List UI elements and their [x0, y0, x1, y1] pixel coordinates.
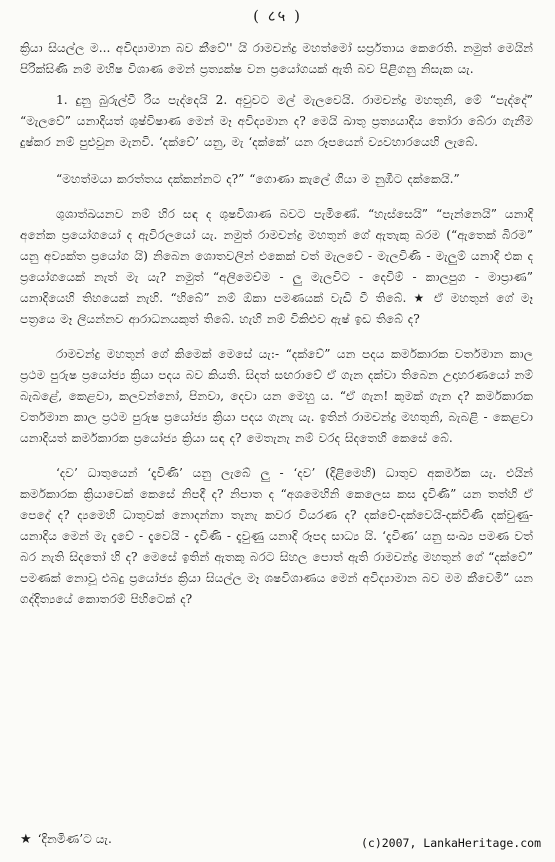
paragraph-6: ‘දව’ ධාතුයෙන් ‘දැවිණි’ යනු ලැබේ ලු - ‘දව’ (දිළිමෙහි) ධාතුව අකර්මක යැ. එයින් කර්මකාරක ක්‍රියාවෙක් කෙසේ නිපදී ද? නිපාත ද “අශමෙහිනි කෙලෙස කස දැවිණි” යන තත්හි ඒ පෙදේ ද? ද්‍යමෙහි ධාතුවක් නොදන්නා තැනැ කවර වියරණ ද? දක්වේ-දක්වෙයි-දක්විණි දක්වුණු-යනාදිය මෙන් මැ දැවේ - දැවෙයි - දැවිණි - දැවුණු යනාදි රූපද සාධ්‍ය යි. ‘දැවිණ’ යනු සංඛ්‍ය පමණ වත් බර නැති සිදතෝ හි ද? මෙසේ ඉතින් ඇතකු බරට සිහල පොත් ඇති රාමචන්ද්‍ර මහතුන් ගේ “දක්වේ” පමණක් නොවූ එබදු ප්‍රයෝජ්‍ය ක්‍රියා සියල්ල මෑ ශෂවිශාණය මෙන් අවිද්‍යාමාන බව මම කීවෙමි” යන ගද්දිත්‍යයේ කොතරම් පිහිටෙක් ද?	[20, 466, 533, 606]
paragraph-3-quote: “මහත්මයා කරත්තය දක්කන්නට ද?” “ගොණා කැලේ ගියා ම නුඹීට දක්කෙයි.”	[56, 172, 460, 186]
paragraph-1: ක්‍රියා සියල්ල ම... අවිද්‍යාමාන බව කීවේ'' යි රාමචන්ද්‍ර මහත්මෝ සර්ප්‍රතාය කෙරෙති. නමුත් මෙයින් පිරික්සිණි නම් මහිෂ විශාණ මෙන් ප්‍රත්‍යක්ෂ වන ප්‍රයෝගයක් ඇති බව පිළිගනු නිසැක යැ.	[20, 41, 533, 76]
paragraph-5: රාමචන්ද්‍ර මහතුන් ගේ කිමෙක් මෙසේ යැ:- “දක්වේ” යන පදය කර්මකාරක වර්තමාන කාල ප්‍රථම පුරුෂ ප්‍රයෝජ්‍ය ක්‍රියා පදය බව කියති. සිදත් සඟරාවේ ඒ ගැන දක්වා තිබෙන උදාහරණයෝ නම් බැබළේ, කෙළවා, කලවන්නෝ, පිනවා, දෙවා යන මෙහු ය. “ඒ ගැන! කුමක් ගැන ද? කර්මකාරක වර්තමාන කාල ප්‍රථම පුරුෂ ප්‍රයෝජ්‍ය ක්‍රියා පදය ගැනැ යැ. ඉතින් රාමචන්ද්‍ර මහතුනි, බැබළි - කෙළවා යනාදියත් කර්මකාරක ප්‍රයෝජ්‍ය ක්‍රියා සඳ ද? මෙතැනැ නම් වරද සිදතෙහි කෙසේ බේ.	[20, 347, 533, 445]
star-icon: ★	[20, 832, 32, 847]
paragraph-2: 1. දුනු බුරුල්වී රිය පැද්දෙයි 2. අවුවට මල් මැලවෙයි. රාමචන්ද්‍ර මහතුනි, මේ “පැද්දේ” “මැලවේ” යනාදියත් ශුෂ්විෂාණ මෙන් මෑ අවිද්‍යමාන ද? මෙයි ඛාතු ප්‍රත්‍යයාදිය තෝරා බේරා ගැනීම දුෂ්කර නම් පුළුවුන මැනවි. ‘දක්වේ’ යනු, මැ ‘දක්කේ’ යන රූපයෙන් ව්‍යවහාරයෙහි ලැබේ.	[20, 93, 533, 149]
footnote	[20, 830, 112, 849]
page-number: ( ८५ )	[253, 7, 302, 25]
paragraph-4: ශුශාත්ඛයනව නම් හිර සඳ ද ශුෂවිශාණ බවට පැමිණේ. “හැස්සෙයි” “පැන්නෙයි” යනාදි අනේක ප්‍රයෝගයෝ ද ඇවිරලයෝ යැ. නමුත් රාමචන්ද්‍ර මහතුන් ගේ ඇතැකු බරම (“ඇතෙක් බිරම” යනු අව්‍යක්ත ප්‍රයෝග යි) නිබෙන ශොතවලින් එකෙක් වත් මැලවේ - මැලවිණි - මැලුම් යනාදි එක ද ප්‍රයෝගයෙක් නැත් මැ යැ? නමුත් “අලිමෙච්ම - ලු මැලවිට - දෙවිම් - කාලපුග - මාප්‍රාණ” යනාදියෙහි තිහයෙක් නැහි. “හිබේ” නම් ඕකා පමණයක් වැඩි වී තිබේ. ★ ඒ මහතුන් ගේ මෑ පත්‍රයෙ මෑ ලියන්නව ආරාධනයකුත් තිබේ. හැහි නම් විකිළුව ඇෂ් ඉඩ තිබේ ද?	[20, 207, 533, 326]
footnote-text: ‘දිනමිණ’ට යැ.	[37, 832, 112, 846]
page-body	[20, 38, 533, 610]
copyright-notice: (c)2007, LankaHeritage.com	[360, 836, 541, 850]
